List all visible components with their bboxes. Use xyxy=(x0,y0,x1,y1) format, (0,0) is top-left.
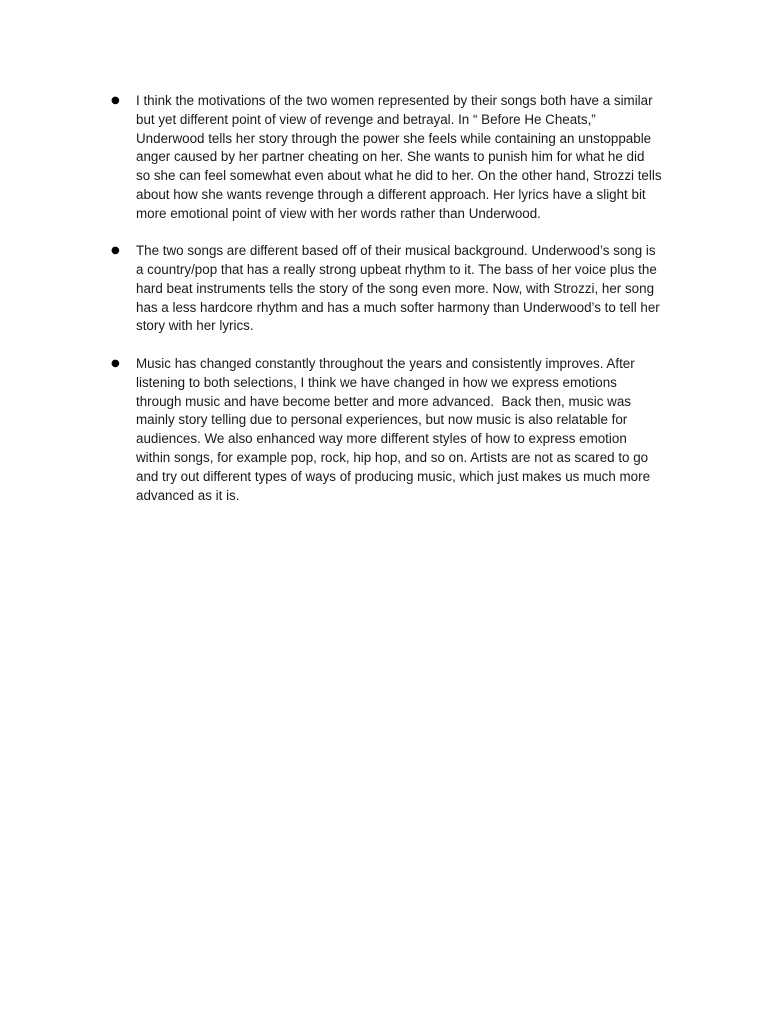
paragraph-line: so she can feel somewhat even about what he did to her. On the other hand, Strozzi tells xyxy=(136,168,662,184)
paragraph-line: anger caused by her partner cheating on her. She wants to punish him for what he did xyxy=(136,149,645,165)
paragraph-line: about how she wants revenge through a different approach. Her lyrics have a slight bit xyxy=(136,186,646,202)
paragraph-line: listening to both selections, I think we have changed in how we express emotions xyxy=(136,374,617,390)
paragraph-line: story with her lyrics. xyxy=(136,318,254,334)
paragraph-line: The two songs are different based off of their musical background. Underwood’s song is xyxy=(136,243,656,259)
paragraph-line: has a less hardcore rhythm and has a much softer harmony than Underwood’s to tell her xyxy=(136,299,660,315)
bullet-list xyxy=(111,92,691,524)
bullet-icon: ● xyxy=(111,95,120,106)
paragraph-line: within songs, for example pop, rock, hip hop, and so on. Artists are not as scared to go xyxy=(136,449,649,465)
bullet-icon: ● xyxy=(111,357,120,369)
list-item xyxy=(111,92,691,224)
list-item xyxy=(111,355,691,505)
paragraph-line: mainly story telling due to personal experiences, but now music is also relatable for xyxy=(136,412,628,428)
paragraph-line: I think the motivations of the two women represented by their songs both have a similar xyxy=(136,93,653,108)
paragraph-line: a country/pop that has a really strong upbeat rhythm to it. The bass of her voice plus the xyxy=(136,262,657,278)
list-item xyxy=(111,242,691,336)
paragraph-line: advanced as it is. xyxy=(136,487,240,503)
paragraph-line: audiences. We also enhanced way more different styles of how to express emotion xyxy=(136,431,627,447)
paragraph-line: Underwood tells her story through the power she feels while containing an unstoppable xyxy=(136,130,652,146)
paragraph-line: but yet different point of view of revenge and betrayal. In “ Before He Cheats,” xyxy=(136,111,596,127)
bullet-icon: ● xyxy=(111,245,120,257)
paragraph-line: through music and have become better and more advanced. Back then, music was xyxy=(136,393,631,409)
paragraph-line: more emotional point of view with her words rather than Underwood. xyxy=(136,205,541,221)
paragraph-line: and try out different types of ways of producing music, which just makes us much more xyxy=(136,468,651,484)
paragraph-line: Music has changed constantly throughout the years and consistently improves. After xyxy=(136,355,635,371)
paragraph-line: hard beat instruments tells the story of the song even more. Now, with Strozzi, her song xyxy=(136,280,655,296)
